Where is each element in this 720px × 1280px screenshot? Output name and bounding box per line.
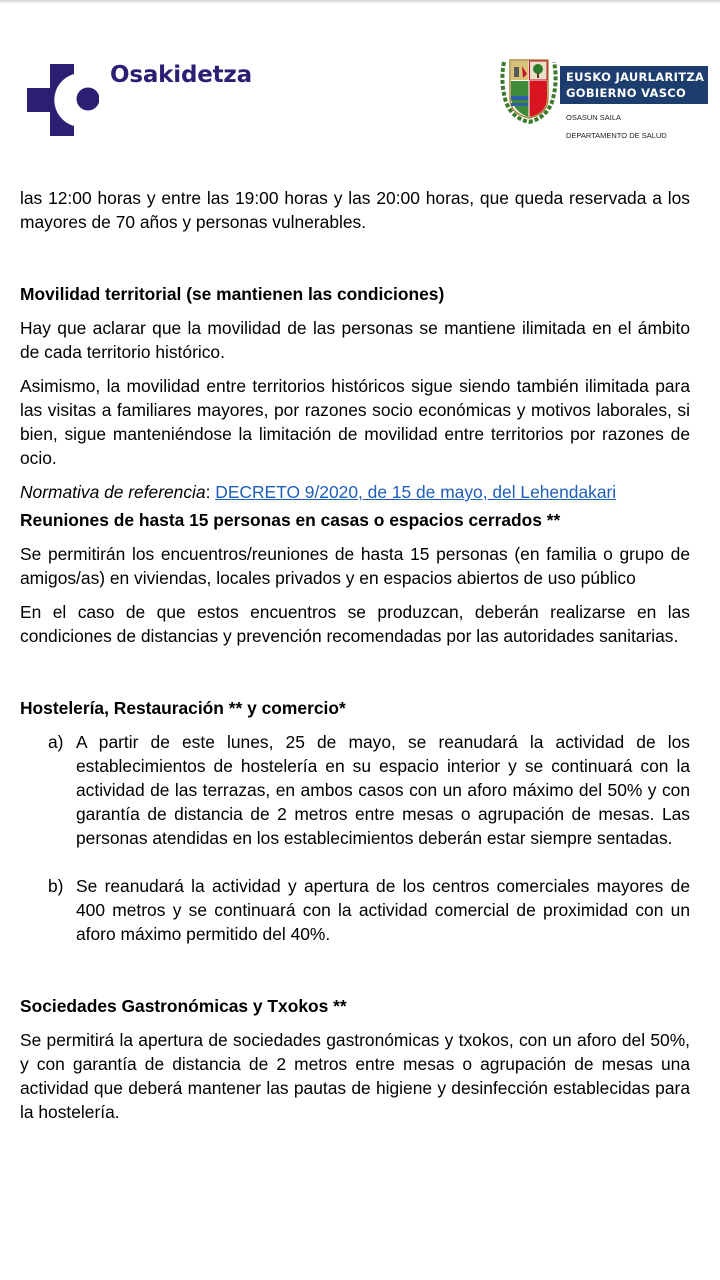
basque-coat-of-arms-icon [498, 52, 560, 124]
list-item-marker: a) [48, 732, 64, 752]
dept-name-spanish: DEPARTAMENTO DE SALUD [566, 131, 667, 140]
sociedades-paragraph: Se permitirá la apertura de sociedades gastronómicas y txokos, con un aforo del 50%, y con garantía de distancia de 2 metros entre mesas o agrupación de mesas una actividad que deberá mantener las pautas de higiene y desinfección establecidas para la hostelería. [20, 1030, 690, 1122]
dept-name-basque: OSASUN SAILA [566, 113, 622, 122]
osakidetza-name: Osakidetza [110, 62, 252, 88]
list-item [20, 730, 690, 850]
movilidad-paragraph-1: Hay que aclarar que la movilidad de las personas se mantiene ilimitada en el ámbito de cada territorio histórico. [20, 318, 690, 362]
osakidetza-logo-icon [27, 64, 99, 136]
section-heading-hosteleria: Hostelería, Restauración ** y comercio* [20, 698, 346, 718]
list-item [20, 874, 690, 946]
gov-name-basque: EUSKO JAURLARITZA [566, 70, 705, 84]
list-item-text: A partir de este lunes, 25 de mayo, se reanudará la actividad de los establecimientos de hostelería en su espacio interior y se continuará con la actividad de las terrazas, en ambos casos con un aforo máximo del 50% y con garantía de distancia de 2 metros entre mesas o agrupación de mesas. Las personas atendidas en los establecimientos deberán estar siempre sentadas. [76, 732, 690, 848]
list-item-marker: b) [48, 876, 64, 896]
section-heading-sociedades: Sociedades Gastronómicas y Txokos ** [20, 996, 347, 1016]
intro-paragraph: las 12:00 horas y entre las 19:00 horas y las 20:00 horas, que queda reservada a los mayores de 70 años y personas vulnerables. [20, 188, 690, 232]
reference-label: Normativa de referencia [20, 482, 206, 502]
reuniones-paragraph-1: Se permitirán los encuentros/reuniones de hasta 15 personas (en familia o grupo de amigos/as) en viviendas, locales privados y en espacios abiertos de uso público [20, 544, 690, 588]
reuniones-paragraph-2: En el caso de que estos encuentros se produzcan, deberán realizarse en las condiciones de distancias y prevención recomendadas por las autoridades sanitarias. [20, 602, 690, 646]
section-heading-movilidad: Movilidad territorial (se mantienen las condiciones) [20, 284, 445, 304]
gov-name-spanish: GOBIERNO VASCO [566, 86, 687, 100]
gobierno-vasco-logo [498, 52, 712, 152]
reference-separator: : [205, 482, 216, 502]
document-body [20, 186, 690, 1124]
document-header [0, 0, 720, 170]
reference-line [20, 480, 690, 504]
movilidad-paragraph-2: Asimismo, la movilidad entre territorios históricos sigue siendo también ilimitada para las visitas a familiares mayores, por razones socio económicas y motivos laborales, si bien, sigue manteniéndose la limitación de movilidad entre territorios por razones de ocio. [20, 376, 690, 468]
list-item-text: Se reanudará la actividad y apertura de los centros comerciales mayores de 400 metros y se continuará con la actividad comercial de proximidad con un aforo máximo permitido del 40%. [76, 876, 690, 944]
decreto-link[interactable]: DECRETO 9/2020, de 15 de mayo, del Lehendakari [215, 482, 617, 502]
section-heading-reuniones: Reuniones de hasta 15 personas en casas o espacios cerrados ** [20, 510, 561, 530]
gov-name-band [560, 66, 708, 104]
